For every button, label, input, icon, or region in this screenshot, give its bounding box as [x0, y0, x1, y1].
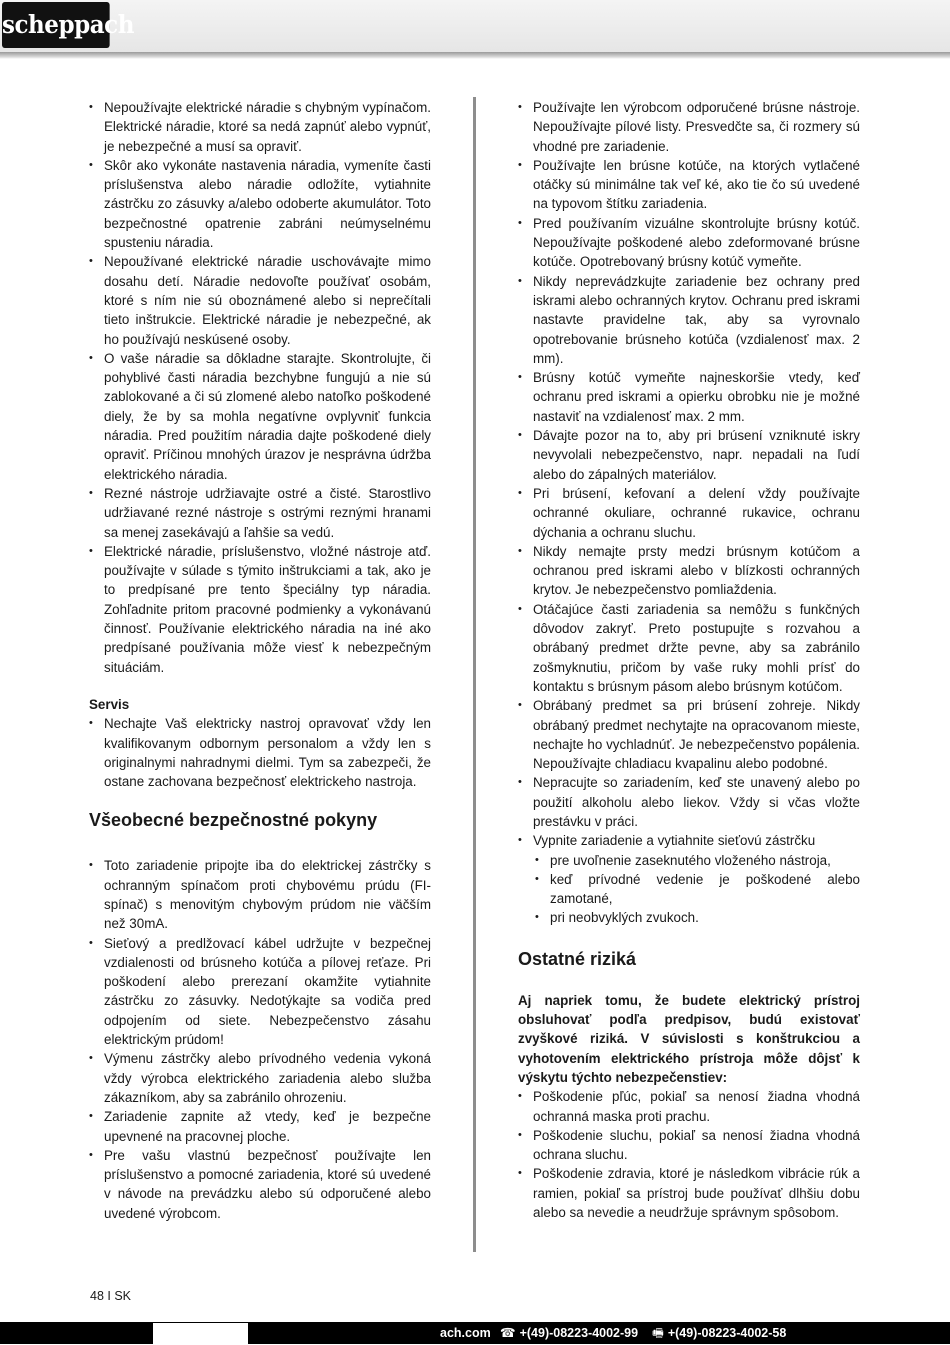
list-item: • Dávajte pozor na to, aby pri brúsení vzniknuté iskry nevyvolali nebezpečenstvo, napr. nepadali na ľudí alebo do zápalných materiálov. — [518, 426, 860, 484]
sub-list-item: • keď prívodné vedenie je poškodené alebo zamotané, — [518, 870, 860, 909]
list-item: • Výmenu zástrčky alebo prívodného vedenia vykoná vždy výrobca elektrického zariadenia alebo služba zákazníkom, aby sa zabránilo ohrozeniu. — [89, 1049, 431, 1107]
left-column — [89, 98, 431, 1223]
footer-phone-number: +(49)-08223-4002-99 — [519, 1326, 639, 1340]
footer-phone — [500, 1322, 638, 1344]
list-item: • Nepoužívajte elektrické náradie s chybným vypínačom. Elektrické náradie, ktoré sa nedá zapnúť alebo vypnúť, je nebezpečné a musí sa opraviť. — [89, 98, 431, 156]
list-item: • Pri brúsení, kefovaní a delení vždy používajte ochranné okuliare, ochranné rukavice, ochranu dýchania a ochranu sluchu. — [518, 484, 860, 542]
footer-fax-number: +(49)-08223-4002-58 — [667, 1326, 787, 1340]
list-item: • Nepracujte so zariadením, keď ste unavený alebo po použití alkoholu alebo liekov. Vždy si včas vložte prestávku v práci. — [518, 773, 860, 831]
scheppach-logo: scheppach — [2, 2, 110, 48]
footer-contact-bar — [248, 1322, 950, 1344]
general-safety-list — [89, 856, 431, 1223]
list-item: • O vaše náradie sa dôkladne starajte. Skontrolujte, či pohyblivé časti náradia bezchybne fungujú a nie sú zablokované a či sú zlomené alebo natoľko poškodené diely, že by sa mohla negatívne ovplyvniť funkcia náradia. Pred použitím náradia dajte poškodené diely opraviť. Príčinou mnohých úrazov je nesprávna údržba elektrického náradia. — [89, 349, 431, 484]
column-divider — [473, 97, 476, 1252]
fax-icon: 🖷 — [652, 1326, 664, 1340]
phone-icon: ☎ — [500, 1326, 516, 1340]
footer-website: ach.com — [440, 1326, 491, 1340]
footer-bar-gap — [153, 1322, 248, 1344]
footer-bar-left — [0, 1322, 153, 1344]
list-item: • Používajte len brúsne kotúče, na ktorých vytlačené otáčky sú minimálne tak veľ ké, ako tie čo sú uvedené na typovom štítku zariadenia. — [518, 156, 860, 214]
safety-list — [89, 98, 431, 677]
list-item: • Poškodenie zdravia, ktoré je následkom vibrácie rúk a ramien, pokiaľ sa prístroj bude používať dlhšiu dobu alebo sa nevedie a neudržuje správnym spôsobom. — [518, 1164, 860, 1222]
unplug-conditions-list — [518, 851, 860, 928]
list-item: • Zariadenie zapnite až vtedy, keď je bezpečne upevnené na pracovnej ploche. — [89, 1107, 431, 1146]
page-footer — [0, 1322, 950, 1345]
right-column — [518, 98, 860, 1222]
page-header — [0, 0, 950, 52]
residual-risks-intro: Aj napriek tomu, že budete elektrický prístroj obsluhovať podľa predpisov, budú existovať zvyškové riziká. V súvislosti s konštrukciou a vyhotovením elektrického prístroja môže dôjsť k výskytu týchto nebezpečenstiev: — [518, 992, 860, 1085]
list-item: • Vypnite zariadenie a vytiahnite sieťovú zástrčku — [518, 831, 860, 850]
list-item: • Nepoužívané elektrické náradie uschovávajte mimo dosahu detí. Náradie nedovoľte používať osobám, ktoré s ním nie sú oboznámené alebo si neprečítali tieto inštrukcie. Elektrické náradie je nebezpečné, ak ho používajú neskúsené osoby. — [89, 252, 431, 348]
list-item: • Poškodenie pľúc, pokiaľ sa nenosí žiadna vhodná ochranná maska proti prachu. — [518, 1087, 860, 1126]
list-item: • Otáčajúce časti zariadenia sa nemôžu s funkčných dôvodov zakryť. Preto postupujte s rozvahou a obrábaný predmet držte pevne, aby sa zabránilo zošmyknutiu, pričom by vaše ruky mohli prísť do kontaktu s brúsnym pásom alebo brúsnym kotúčom. — [518, 600, 860, 696]
service-heading: Servis — [89, 696, 130, 712]
sub-list-item: • pri neobvyklých zvukoch. — [518, 908, 860, 927]
list-item: • Nikdy neprevádzkujte zariadenie bez ochrany pred iskrami alebo ochranných krytov. Ochranu pred iskrami nastavte pravidelne tak, aby sa vyrovnalo opotrebovanie brúsneho kotúča (vzdialenosť max. 2 mm). — [518, 272, 860, 368]
grinding-safety-list — [518, 98, 860, 851]
list-item: • Používajte len výrobcom odporučené brúsne nástroje. Nepoužívajte pílové listy. Presvedčte sa, či rozmery sú vhodné pre zariadenie. — [518, 98, 860, 156]
list-item: • Nikdy nemajte prsty medzi brúsnym kotúčom a ochranou pred iskrami alebo v blízkosti ochranných krytov. Je nebezpečenstvo pomliaždenia. — [518, 542, 860, 600]
footer-fax — [652, 1322, 786, 1344]
header-divider — [0, 52, 950, 59]
list-item: • Elektrické náradie, príslušenstvo, vložné nástroje atď. používajte v súlade s týmito inštrukciami a tak, ako je to predpísané pre tento špeciálny typ náradia. Zohľadnite pritom pracovné podmienky a vykonávanú činnosť. Používanie elektrického náradia na iné ako predpísané používania môže viesť k nebezpečným situáciám. — [89, 542, 431, 677]
service-list — [89, 714, 431, 791]
list-item: • Rezné nástroje udržiavajte ostré a čisté. Starostlivo udržiavané rezné nástroje s ostrými reznými hranami sa menej zasekávajú a ľahšie sa vedú. — [89, 484, 431, 542]
list-item: • Nechajte Vaš elektricky nastroj opravovať vždy len kvalifikovanym odbornym personalom a vždy len s originalnymi nahradnymi dielmi. Tym sa zabezpeči, že ostane zachovana bezpečnosť elektrickeho nastroja. — [89, 714, 431, 791]
list-item: • Obrábaný predmet sa pri brúsení zohreje. Nikdy obrábaný predmet nechytajte na opracovanom mieste, nechajte ho vychladnúť. Je nebezpečenstvo popálenia. Nepoužívajte chladiacu kvapalinu alebo podobné. — [518, 696, 860, 773]
list-item: • Pred používaním vizuálne skontrolujte brúsny kotúč. Nepoužívajte poškodené alebo zdeformované brúsne kotúče. Opotrebovaný brúsny kotúč vymeňte. — [518, 214, 860, 272]
list-item: • Poškodenie sluchu, pokiaľ sa nenosí žiadna vhodná ochrana sluchu. — [518, 1126, 860, 1165]
sub-list-item: • pre uvoľnenie zaseknutého vloženého nástroja, — [518, 851, 860, 870]
list-item: • Toto zariadenie pripojte iba do elektrickej zástrčky s ochranným spínačom proti chybovému prúdu (FI-spínač) s menovitým chybovým prúdom nie väčším než 30mA. — [89, 856, 431, 933]
page-number: 48 I SK — [90, 1289, 131, 1303]
list-item: • Brúsny kotúč vymeňte najneskoršie vtedy, keď ochranu pred iskrami a opierku obrobku nie je možné nastaviť na vzdialenosť max. 2 mm. — [518, 368, 860, 426]
general-safety-heading: Všeobecné bezpečnostné pokyny — [89, 810, 378, 831]
residual-risks-list — [518, 1087, 860, 1222]
list-item: • Skôr ako vykonáte nastavenia náradia, vymeníte časti príslušenstva alebo náradie odložíte, vytiahnite zástrčku zo zásuvky a/alebo odoberte akumulátor. Toto bezpečnostné opatrenie zabráni neúmyselnému spusteniu náradia. — [89, 156, 431, 252]
list-item: • Sieťový a predlžovací kábel udržujte v bezpečnej vzdialenosti od brúsneho kotúča a pílovej reťaze. Pri poškodení alebo prerezaní okamžite vytiahnite zástrčku zo zásuvky. Nedotýkajte sa vodiča pred odpojením od siete. Nebezpečenstvo zásahu elektrickým prúdom! — [89, 934, 431, 1050]
list-item: • Pre vašu vlastnú bezpečnosť používajte len príslušenstvo a pomocné zariadenia, ktoré sú uvedené v návode na prevádzku alebo sú odporučené alebo uvedené výrobcom. — [89, 1146, 431, 1223]
residual-risks-heading: Ostatné riziká — [518, 948, 637, 969]
